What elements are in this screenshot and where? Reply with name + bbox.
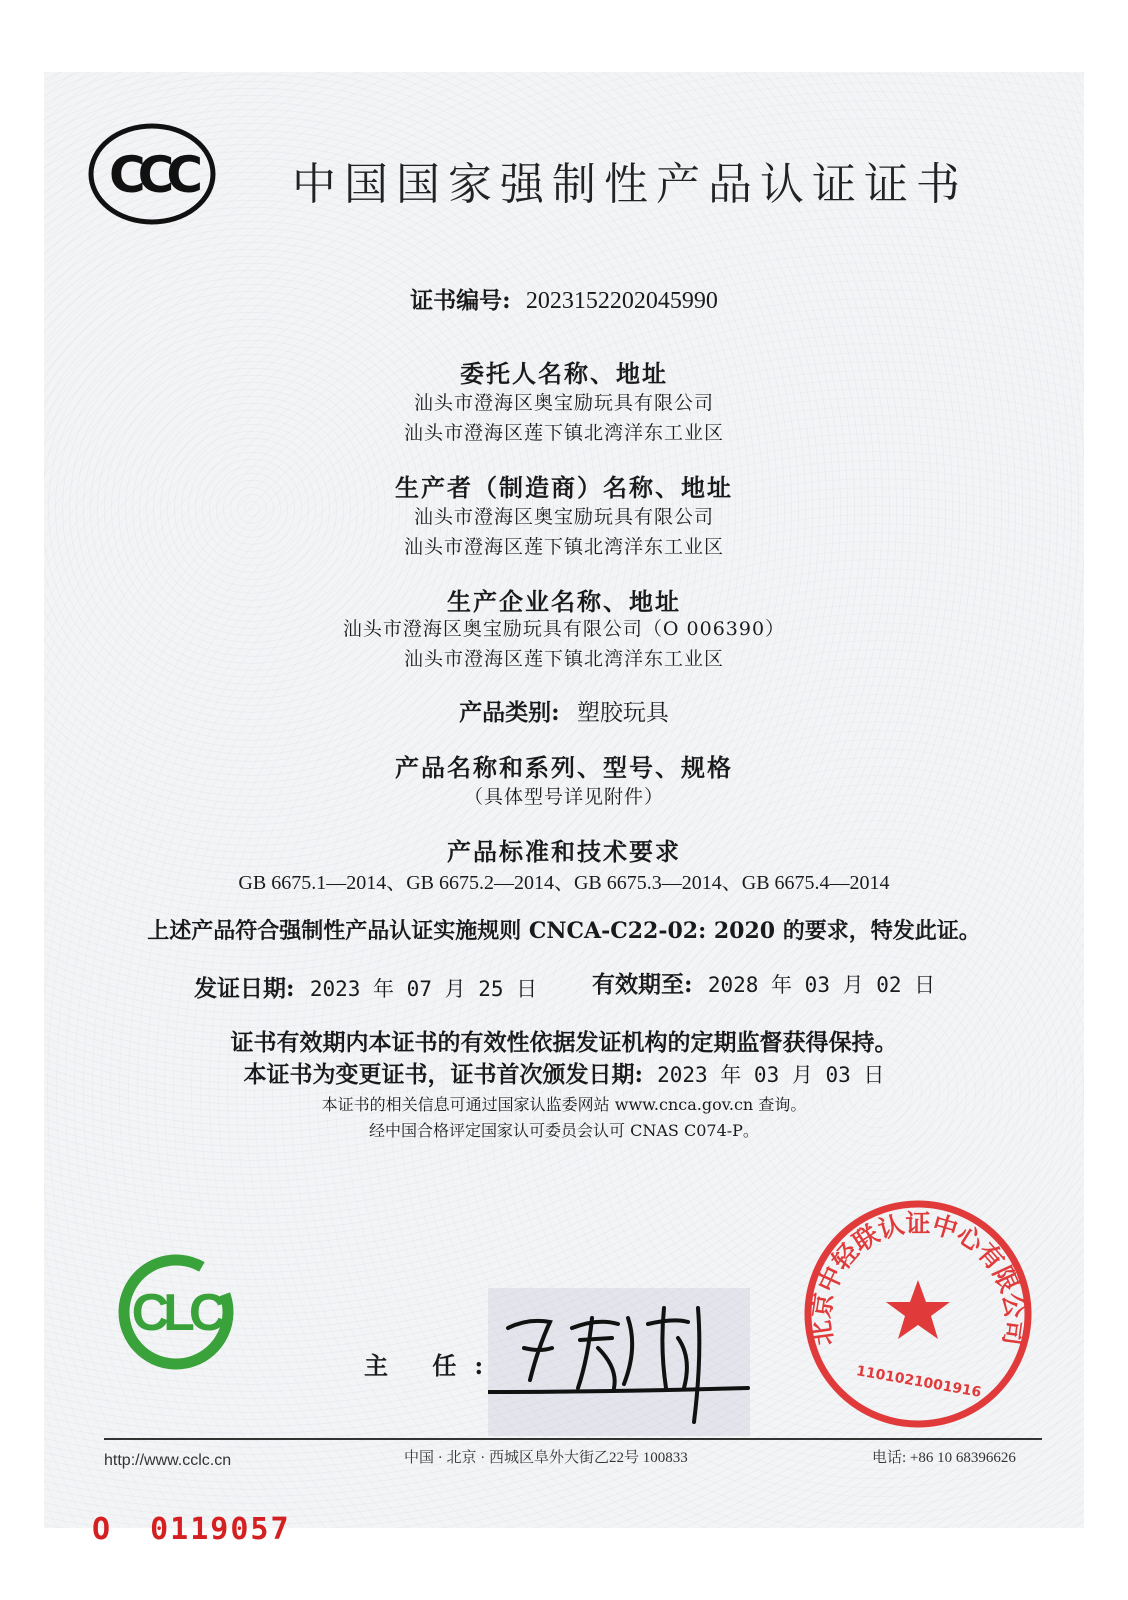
footer-divider — [104, 1438, 1042, 1440]
product-name-note: （具体型号详见附件） — [463, 786, 664, 808]
first-issue-label: 本证书为变更证书，证书首次颁发日期: — [243, 1061, 644, 1088]
product-name-heading: 产品名称和系列、型号、规格 — [395, 753, 733, 782]
product-category-label: 产品类别: — [459, 699, 560, 726]
footer-url-link[interactable]: http://www.cclc.cn — [104, 1452, 232, 1469]
applicant-address: 汕头市澄海区莲下镇北湾洋东工业区 — [403, 422, 724, 444]
applicant-heading: 委托人名称、地址 — [460, 359, 668, 388]
manufacturer-address: 汕头市澄海区莲下镇北湾洋东工业区 — [403, 536, 724, 558]
certificate-number-value: 2023152202045990 — [525, 288, 718, 314]
seal-code: 1101021001916 — [854, 1363, 983, 1401]
manufacturer-heading: 生产者（制造商）名称、地址 — [395, 473, 733, 502]
expiry-date-value: 2028 年 03 月 02 日 — [707, 973, 936, 997]
serial-number: 0119057 — [150, 1512, 291, 1547]
serial-mark: O — [92, 1512, 113, 1547]
ccc-logo-text: CCC — [108, 146, 196, 204]
cnas-accreditation-note: 经中国合格评定国家认可委员会认可 CNAS C074-P。 — [369, 1121, 759, 1140]
conformity-statement: 上述产品符合强制性产品认证实施规则 CNCA-C22-02: 2020 的要求，特发此证。 — [147, 918, 981, 944]
issue-date-row — [194, 970, 537, 1003]
certificate-number-label: 证书编号: — [410, 287, 511, 314]
first-issue-row — [0, 1056, 1128, 1089]
director-label: 主 任: — [364, 1351, 502, 1380]
expiry-date-row — [592, 966, 935, 999]
factory-name: 汕头市澄海区奥宝励玩具有限公司（O 006390） — [342, 618, 786, 640]
seal-ring-text: 北京中轻联认证中心有限公司 — [806, 1208, 1030, 1348]
applicant-name: 汕头市澄海区奥宝励玩具有限公司 — [413, 392, 714, 414]
certificate-number-row — [0, 282, 1128, 315]
footer-phone: 电话: +86 10 68396626 — [872, 1450, 1016, 1466]
factory-heading: 生产企业名称、地址 — [447, 587, 681, 616]
clc-logo — [114, 1250, 238, 1374]
first-issue-date: 2023 年 03 月 03 日 — [657, 1063, 885, 1087]
standards-value: GB 6675.1—2014、GB 6675.2—2014、GB 6675.3—2014、GB 6675.4—2014 — [238, 872, 890, 894]
standards-heading: 产品标准和技术要求 — [447, 837, 681, 866]
factory-address: 汕头市澄海区莲下镇北湾洋东工业区 — [403, 648, 724, 670]
ccc-logo — [88, 122, 216, 226]
issue-date-label: 发证日期: — [194, 975, 295, 1002]
serial-number-row — [92, 1512, 291, 1547]
official-seal — [800, 1196, 1036, 1432]
seal-star-icon — [886, 1280, 950, 1339]
footer-address: 中国 · 北京 · 西城区阜外大街乙22号 100833 — [404, 1450, 688, 1466]
validity-statement: 证书有效期内本证书的有效性依据发证机构的定期监督获得保持。 — [230, 1029, 898, 1056]
product-category-value: 塑胶玩具 — [576, 700, 669, 726]
clc-logo-text: CLC — [131, 1284, 221, 1342]
product-category-row — [0, 694, 1128, 727]
director-signature — [488, 1288, 750, 1436]
issue-date-value: 2023 年 07 月 25 日 — [309, 977, 538, 1001]
cnca-website-note: 本证书的相关信息可通过国家认监委网站 www.cnca.gov.cn 查询。 — [321, 1095, 807, 1114]
svg-text:北京中轻联认证中心有限公司 — [806, 1209, 1029, 1348]
expiry-date-label: 有效期至: — [592, 971, 693, 998]
manufacturer-name: 汕头市澄海区奥宝励玩具有限公司 — [413, 506, 714, 528]
certificate-title: 中国国家强制性产品认证证书 — [292, 159, 968, 210]
